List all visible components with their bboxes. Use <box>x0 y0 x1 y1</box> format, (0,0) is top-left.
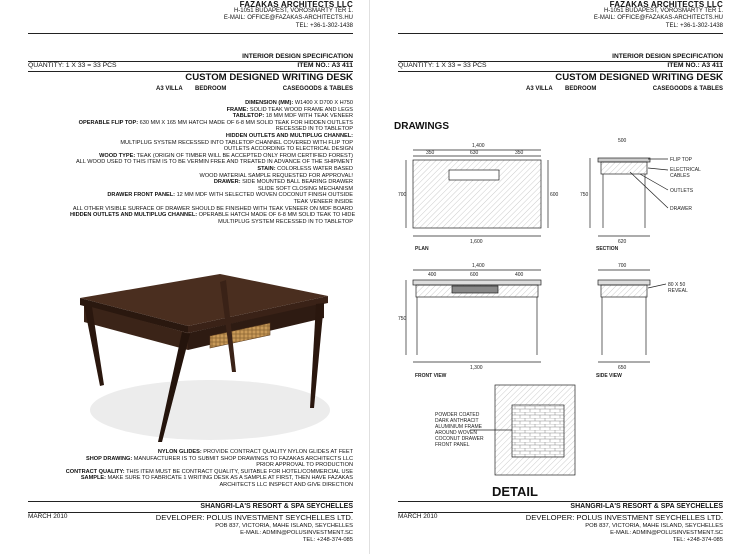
item-title: CUSTOM DESIGNED WRITING DESK <box>185 72 353 83</box>
side-top <box>598 280 650 285</box>
room: BEDROOM <box>195 86 227 92</box>
item-number: ITEM NO.: A3 411 <box>667 62 723 69</box>
section-label: SECTION <box>596 246 619 252</box>
line-text: MANUFACTURER IS TO SUBMIT SHOP DRAWINGS TO FAZAKAS ARCHITECTS LLC <box>132 455 353 462</box>
section-drawing <box>590 158 668 236</box>
line-text: SOLID TEAK WOOD FRAME AND LEGS <box>248 106 353 113</box>
note-line <box>66 482 353 489</box>
quantity: QUANTITY: 1 X 33 = 33 PCS <box>28 62 117 69</box>
spec-line <box>70 140 353 147</box>
leader-line <box>640 174 668 190</box>
dim-350b: 350 <box>515 150 524 156</box>
spec-line <box>70 186 353 193</box>
spec-line <box>70 199 353 206</box>
line-text: SIDE MOUNTED BALL BEARING DRAWER <box>240 179 353 186</box>
front-view-drawing <box>406 270 541 362</box>
dim-750: 750 <box>580 192 589 198</box>
note-line <box>66 456 353 463</box>
line-text: MULTIPLUG SYSTEM RECESSED INTO TABLETOP CHANNEL COVERED WITH FLIP TOP <box>120 139 353 146</box>
detail-note-5: COCONUT DRAWER <box>435 436 484 442</box>
item-title: CUSTOM DESIGNED WRITING DESK <box>555 72 723 83</box>
firm-tel: TEL: +36-1-302-1438 <box>295 22 353 29</box>
line-text: COLORLESS WATER BASED <box>275 165 353 172</box>
developer-address: POB 837, VICTORIA, MAHE ISLAND, SEYCHELLES <box>215 523 353 529</box>
line-label: FRAME: <box>226 106 249 113</box>
room: BEDROOM <box>565 86 597 92</box>
front-drawer <box>452 286 498 293</box>
spec-line <box>70 107 353 114</box>
category: CASEGOODS & TABLES <box>652 86 723 92</box>
spec-line <box>70 100 353 107</box>
front-top <box>413 280 541 285</box>
line-text: PRIOR APPROVAL TO PRODUCTION <box>256 462 353 469</box>
dim-650: 650 <box>618 365 627 371</box>
plan-drawing <box>406 150 548 236</box>
developer-email: E-MAIL: ADMIN@POLUSINVESTMENT.SC <box>240 530 353 536</box>
line-text: ARCHITECTS LLC INSPECT AND GIVE DIRECTION <box>219 481 353 488</box>
spec-line <box>70 159 353 166</box>
line-text: 18 MM MDF WITH TEAK VENEER <box>264 113 353 120</box>
item-number: ITEM NO.: A3 411 <box>297 62 353 69</box>
side-view-drawing <box>598 270 666 362</box>
developer: DEVELOPER: POLUS INVESTMENT SEYCHELLES LTD. <box>155 513 353 522</box>
side-view-label: SIDE VIEW <box>596 373 622 379</box>
line-label: DIMENSION (MM): <box>245 100 294 106</box>
detail-note-1: POWDER COATED <box>435 412 480 418</box>
line-label: HIDDEN OUTLETS AND MULTIPLUG CHANNEL: <box>70 212 198 219</box>
spec-line <box>70 120 353 127</box>
dim-500: 500 <box>618 138 627 144</box>
line-label: CONTRACT QUALITY: <box>65 468 125 475</box>
note-line <box>66 449 353 456</box>
firm-block <box>224 1 353 30</box>
spec-line <box>70 212 356 219</box>
dim-400b: 400 <box>515 272 524 278</box>
detail-note-6: FRONT PANEL <box>435 442 470 448</box>
desk-shadow <box>90 380 330 440</box>
developer-email: E-MAIL: ADMIN@POLUSINVESTMENT.SC <box>610 530 723 536</box>
line-label: SAMPLE: <box>80 475 106 482</box>
dim-750-front: 750 <box>398 316 407 322</box>
spec-line <box>70 133 353 140</box>
flip-top-label: FLIP TOP <box>670 157 692 163</box>
firm-tel: TEL: +36-1-302-1438 <box>665 22 723 29</box>
line-text: TEAK (ORIGIN OF TIMBER WILL BE ACCEPTED ONLY FROM CERTIFIED FOREST) <box>135 152 353 159</box>
line-text: PROVIDE CONTRACT QUALITY NYLON GLIDES AT FEET <box>201 449 353 455</box>
spec-line <box>70 153 353 160</box>
villa: A3 VILLA <box>526 86 553 92</box>
dim-1300: 1,300 <box>470 365 483 371</box>
firm-name: FAZAKAS ARCHITECTS LLC <box>239 0 353 9</box>
dim-1400-front: 1,400 <box>472 263 485 269</box>
line-text: W1400 X D700 X H750 <box>293 100 353 106</box>
line-label: NYLON GLIDES: <box>157 449 202 455</box>
section-top <box>598 158 650 162</box>
leader-line <box>630 172 668 208</box>
category: CASEGOODS & TABLES <box>282 86 353 92</box>
date: MARCH 2010 <box>398 513 438 520</box>
firm-email: E-MAIL: OFFICE@FAZAKAS-ARCHITECTS.HU <box>223 15 353 22</box>
technical-drawings <box>370 130 738 502</box>
firm-block <box>594 1 723 30</box>
firm-address: H-1051 BUDAPEST, VÖRÖSMARTY TÉR 1. <box>603 8 723 15</box>
electrical-cables-label-1: ELECTRICAL <box>670 167 701 173</box>
detail-note-4: AROUND WOVEN <box>435 430 477 436</box>
spec-line <box>70 146 353 153</box>
electrical-cables-label-2: CABLES <box>670 173 690 179</box>
dim-700: 700 <box>398 192 407 198</box>
outlets-label: OUTLETS <box>670 188 694 194</box>
line-label: TABLETOP: <box>232 113 265 120</box>
line-text: 630 MM X 165 MM HATCH MADE OF 6-8 MM SOLID TEAK FOR HIDDEN OUTLETS <box>138 119 353 126</box>
drawing-sheet-right <box>369 0 738 554</box>
developer-tel: TEL: +248-374-085 <box>672 537 723 543</box>
line-text: ALL OTHER VISIBLE SURFACE OF DRAWER SHOULD BE FINISHED WITH TEAK VENEER ON MDF BOARD <box>72 205 353 212</box>
detail-label: DETAIL <box>492 484 538 499</box>
detail-woven-panel <box>512 405 564 457</box>
line-label: SHOP DRAWING: <box>86 455 133 462</box>
firm-address: H-1051 BUDAPEST, VÖRÖSMARTY TÉR 1. <box>233 8 353 15</box>
dim-630: 630 <box>470 150 479 156</box>
quantity: QUANTITY: 1 X 33 = 33 PCS <box>398 62 487 69</box>
detail-drawing <box>470 385 575 475</box>
line-label: WOOD TYPE: <box>99 152 136 159</box>
leader-line <box>648 168 668 170</box>
drawings-heading: DRAWINGS <box>394 121 449 132</box>
line-text: SLIDE SOFT CLOSING MECHANISM <box>257 185 353 192</box>
date: MARCH 2010 <box>28 513 68 520</box>
line-text: MAKE SURE TO FABRICATE 1 WRITING DESK AS A SAMPLE AT FIRST, THEN HAVE FAZAKAS <box>105 475 353 482</box>
spec-line <box>70 206 353 213</box>
villa: A3 VILLA <box>156 86 183 92</box>
doc-type: INTERIOR DESIGN SPECIFICATION <box>242 53 353 60</box>
line-text: ALL WOOD USED TO THIS ITEM IS TO BE VERMIN FREE AND TREATED IN ADVANCE OF THE SHIPMENT <box>75 159 353 166</box>
note-line <box>66 462 353 469</box>
dim-700-side: 700 <box>618 263 627 269</box>
project-name: SHANGRI-LA'S RESORT & SPA SEYCHELLES <box>570 503 723 510</box>
line-text: OPERABLE HATCH MADE OF 6-8 MM SOLID TEAK TO HIDE <box>197 212 356 219</box>
line-label: OPERABLE FLIP TOP: <box>78 119 139 126</box>
line-label: DRAWER FRONT PANEL: <box>107 192 176 199</box>
firm-email: E-MAIL: OFFICE@FAZAKAS-ARCHITECTS.HU <box>593 15 723 22</box>
spec-line <box>70 173 353 180</box>
note-line <box>66 475 353 482</box>
line-label: HIDDEN OUTLETS AND MULTIPLUG CHANNEL: <box>225 132 353 139</box>
divider <box>28 501 353 502</box>
dim-1400: 1,400 <box>472 143 485 149</box>
side-apron <box>601 285 647 297</box>
line-text: RECESSED IN TO TABLETOP <box>275 126 353 133</box>
reveal-label-2: REVEAL <box>668 288 688 294</box>
line-label: DRAWER: <box>213 179 241 186</box>
line-text: MULTIPLUG SYSTEM RECESSED IN TO TABLETOP <box>218 218 353 225</box>
note-line <box>66 469 353 476</box>
spec-line <box>70 219 353 226</box>
plan-flip-top <box>449 170 499 180</box>
specification-list <box>70 100 356 225</box>
divider <box>398 501 723 502</box>
spec-line <box>70 179 353 186</box>
developer-tel: TEL: +248-374-085 <box>302 537 353 543</box>
line-text: WOOD MATERIAL SAMPLE REQUESTED FOR APPROVAL! <box>199 172 353 179</box>
plan-label: PLAN <box>415 246 429 252</box>
developer-address: POB 837, VICTORIA, MAHE ISLAND, SEYCHELLES <box>585 523 723 529</box>
dim-400: 400 <box>428 272 437 278</box>
spec-line <box>70 126 353 133</box>
line-label: STAIN: <box>257 165 276 172</box>
line-text: OUTLETS ACCORDING TO ELECTRICAL DESIGN <box>223 146 353 153</box>
dim-600: 600 <box>550 192 559 198</box>
spec-line <box>70 113 353 120</box>
front-view-label: FRONT VIEW <box>415 373 447 379</box>
developer: DEVELOPER: POLUS INVESTMENT SEYCHELLES LTD. <box>525 513 723 522</box>
firm-name: FAZAKAS ARCHITECTS LLC <box>609 0 723 9</box>
reveal-label-1: 80 X 50 <box>668 282 686 288</box>
spec-line <box>70 192 353 199</box>
section-apron <box>601 162 647 174</box>
drawer-label: DRAWER <box>670 206 693 212</box>
doc-type: INTERIOR DESIGN SPECIFICATION <box>612 53 723 60</box>
dim-600-front: 600 <box>470 272 479 278</box>
spec-line <box>70 166 353 173</box>
line-text: THIS ITEM MUST BE CONTRACT QUALITY, SUITABLE FOR HOTEL/COMMERCIAL USE <box>124 468 353 475</box>
desk-rendering <box>70 260 340 450</box>
leader-line <box>648 284 666 288</box>
divider <box>28 33 353 34</box>
detail-note-3: ALUMINIUM FRAME <box>435 424 482 430</box>
dim-620: 620 <box>618 239 627 245</box>
project-name: SHANGRI-LA'S RESORT & SPA SEYCHELLES <box>200 503 353 510</box>
line-text: 12 MM MDF WITH SELECTED WOVEN COCONUT FINISH OUTSIDE <box>175 192 353 199</box>
divider <box>398 33 723 34</box>
line-text: TEAK VENEER INSIDE <box>293 198 353 205</box>
dim-1600: 1,600 <box>470 239 483 245</box>
notes-list <box>66 449 353 489</box>
detail-note-2: DARK ANTHRACIT <box>435 418 479 424</box>
dim-350: 350 <box>426 150 435 156</box>
